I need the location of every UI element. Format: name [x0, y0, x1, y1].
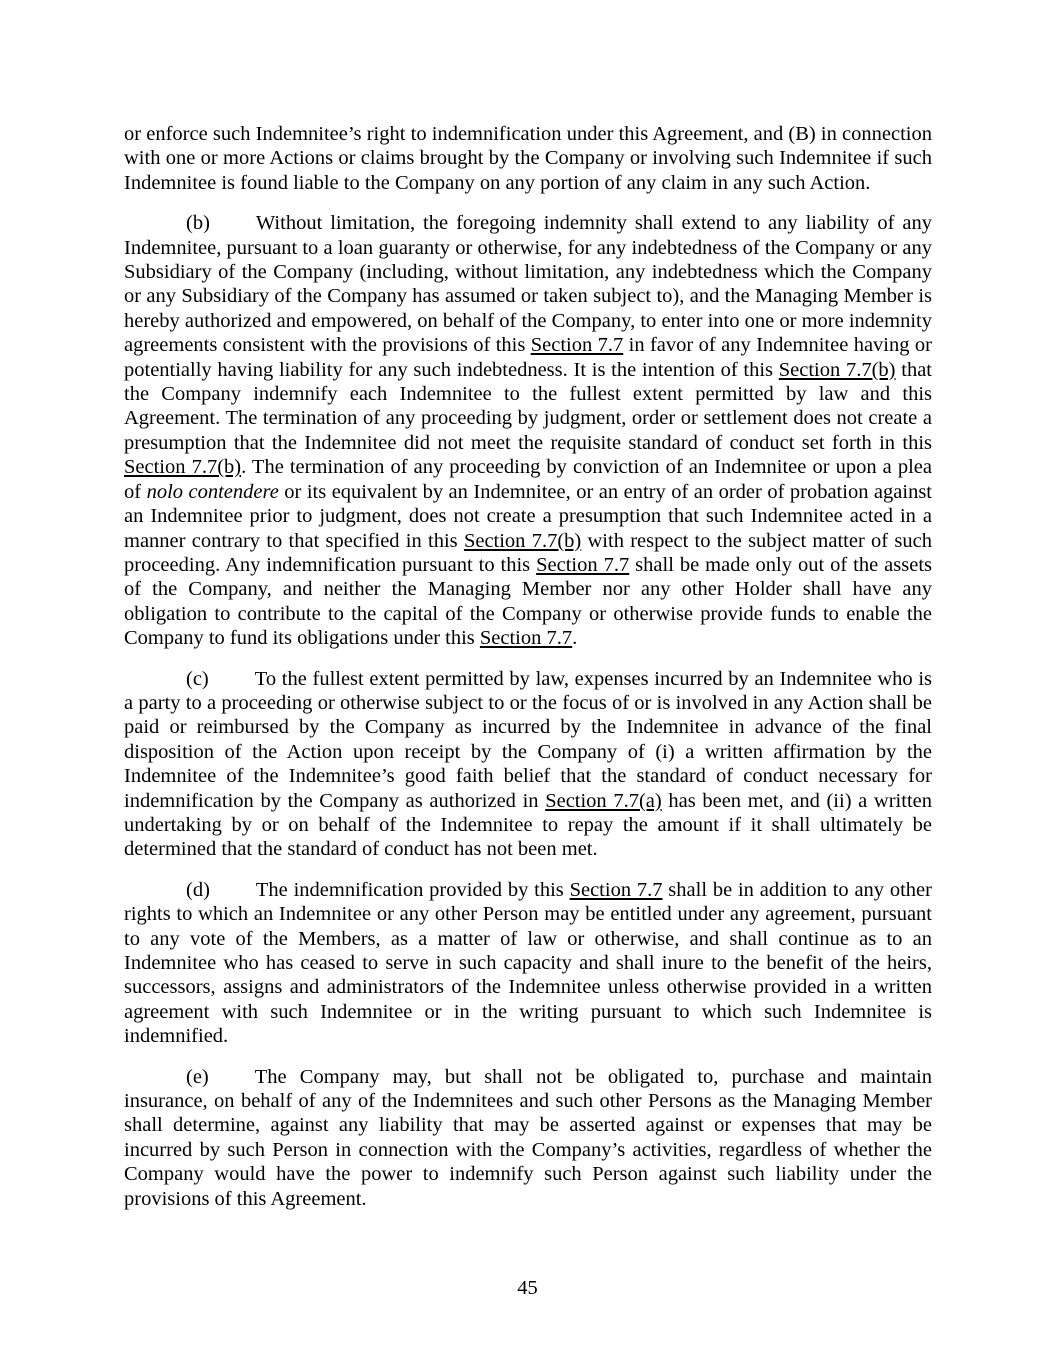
text-run: in favor of any Indemnitee having or potentially having liability for any such indebtedness. It is the intention of this	[124, 334, 932, 381]
text-run: that the Company indemnify each Indemnitee to the fullest extent permitted by law and this Agreement. The termination of any proceeding by judgment, order or settlement does not create a presumption that the Indemnitee did not meet the requisite standard of conduct set forth in this	[124, 358, 932, 454]
text-run: or its equivalent by an Indemnitee, or an entry of an order of probation against an Indemnitee prior to judgment, does not create a presumption that such Indemnitee acted in a manner contrary to that specified in this	[124, 480, 932, 552]
paragraph	[124, 667, 932, 862]
text-run: .	[572, 627, 578, 650]
text-run: . The termination of any proceeding by conviction of an Indemnitee or upon a plea of	[124, 456, 932, 503]
section-reference: Section 7.7(b)	[463, 529, 582, 552]
paragraph	[124, 1065, 932, 1211]
text-run: or enforce such Indemnitee’s right to indemnification under this Agreement, and (B) in connection with one or more Actions or claims brought by the Company or involving such Indemnitee if such Indemnitee is found liable to the Company on any portion of any claim in any such Action.	[124, 123, 932, 194]
text-run: has been met, and (ii) a written undertaking by or on behalf of the Indemnitee to repay the amount if it shall ultimately be determined that the standard of conduct has not been met.	[124, 789, 932, 861]
section-reference: Section 7.7	[530, 334, 624, 357]
paragraph	[124, 122, 932, 195]
paragraph	[124, 211, 932, 650]
document-body	[124, 122, 932, 1227]
paragraph-label: (b)	[186, 212, 210, 235]
section-reference: Section 7.7(b)	[124, 456, 242, 479]
section-reference: Section 7.7	[536, 553, 630, 576]
text-run: Without limitation, the foregoing indemnity shall extend to any liability of any Indemnitee, pursuant to a loan guaranty or otherwise, for any indebtedness of the Company or any Subsidiary of the Company (including, without limitation, any indebtedness which the Company or any Subsidiary of the Company has assumed or taken subject to), and the Managing Member is hereby authorized and empowered, on behalf of the Company, to enter into one or more indemnity agreements consistent with the provisions of this	[124, 212, 932, 357]
text-run: shall be made only out of the assets of the Company, and neither the Managing Member nor any other Holder shall have any obligation to contribute to the capital of the Company or otherwise provide funds to enable the Company to fund its obligations under this	[124, 553, 932, 650]
page-number: 45	[517, 1277, 538, 1299]
paragraph-label: (e)	[186, 1065, 209, 1088]
section-reference: Section 7.7(a)	[545, 789, 662, 812]
text-run: shall be in addition to any other rights to which an Indemnitee or any other Person may be entitled under any agreement, pursuant to any vote of the Members, as a matter of law or otherwise, and shall continue as to an Indemnitee who has ceased to serve in such capacity and shall inure to the benefit of the heirs, successors, assigns and administrators of the Indemnitee unless otherwise provided in a written agreement with such Indemnitee or in the writing pursuant to which such Indemnitee is indemnified.	[124, 878, 932, 1048]
paragraph	[124, 878, 932, 1049]
section-reference: Section 7.7	[479, 627, 573, 650]
text-run: The Company may, but shall not be obligated to, purchase and maintain insurance, on behalf of any of the Indemnitees and such other Persons as the Managing Member shall determine, against any liability that may be asserted against or expenses that may be incurred by such Person in connection with the Company’s activities, regardless of whether the Company would have the power to indemnify such Person against such liability under the provisions of this Agreement.	[124, 1065, 932, 1210]
italic-phrase: nolo contendere	[146, 480, 279, 503]
text-run: To the fullest extent permitted by law, expenses incurred by an Indemnitee who is a party to a proceeding or otherwise subject to or the focus of or is involved in any Action shall be paid or reimbursed by the Company as incurred by the Indemnitee in advance of the final disposition of the Action upon receipt by the Company of (i) a written affirmation by the Indemnitee of the Indemnitee’s good faith belief that the standard of conduct necessary for indemnification by the Company as authorized in	[124, 667, 932, 812]
section-reference: Section 7.7	[569, 878, 663, 901]
text-run: The indemnification provided by this	[255, 878, 570, 901]
text-run: with respect to the subject matter of such proceeding. Any indemnification pursuant to this	[124, 529, 932, 576]
paragraph-label: (d)	[186, 878, 210, 901]
paragraph-label: (c)	[186, 667, 209, 690]
section-reference: Section 7.7(b)	[778, 358, 896, 381]
